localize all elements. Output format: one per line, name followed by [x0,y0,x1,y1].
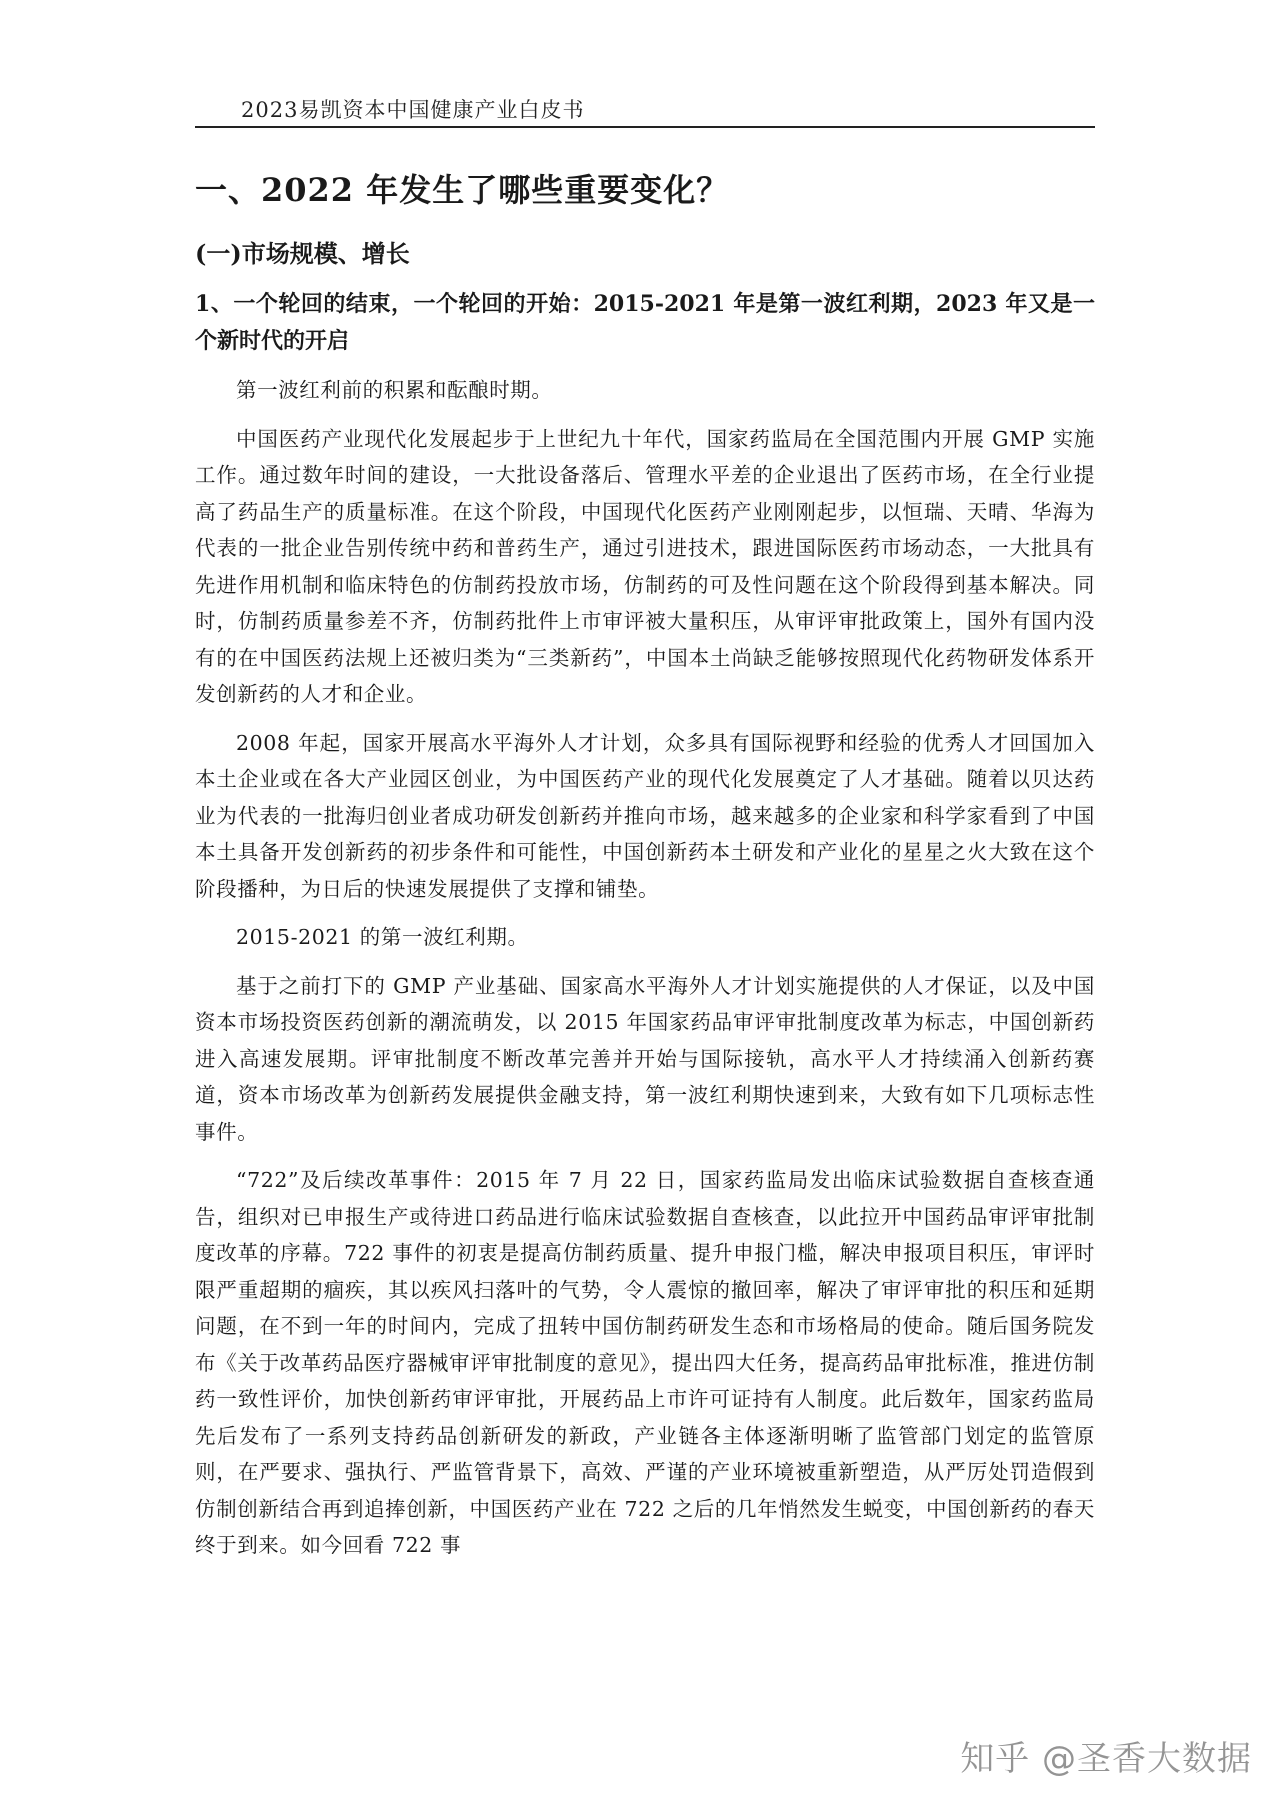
page-header [195,94,1095,128]
header-title: 2023易凯资本中国健康产业白皮书 [241,98,585,122]
page-content [195,168,1095,1576]
paragraph: 第一波红利前的积累和酝酿时期。 [236,378,553,402]
paragraph: 基于之前打下的 GMP 产业基础、国家高水平海外人才计划实施提供的人才保证，以及中国资本市场投资医药创新的潮流萌发，以 2015 年国家药品审评审批制度改革为标志，中国创新药进入高速发展期。评审批制度不断改革完善并开始与国际接轨，高水平人才持续涌入创新药赛道，资本市场改革为创新药发展提供金融支持，第一波红利期快速到来，大致有如下几项标志性事件。 [195,973,1095,1144]
paragraph: 2008 年起，国家开展高水平海外人才计划，众多具有国际视野和经验的优秀人才回国加入本土企业或在各大产业园区创业，为中国医药产业的现代化发展奠定了人才基础。随着以贝达药业为代表的一批海归创业者成功研发创新药并推向市场，越来越多的企业家和科学家看到了中国本土具备开发创新药的初步条件和可能性，中国创新药本土研发和产业化的星星之火大致在这个阶段播种，为日后的快速发展提供了支撑和铺垫。 [195,730,1095,901]
watermark: 知乎 @圣香大数据 [960,1739,1252,1779]
paragraph: “722”及后续改革事件：2015 年 7 月 22 日，国家药监局发出临床试验数据自查核查通告，组织对已申报生产或待进口药品进行临床试验数据自查核查，以此拉开中国药品审评审批制度改革的序幕。722 事件的初衷是提高仿制药质量、提升申报门槛，解决申报项目积压，审评时限严重超期的痼疾，其以疾风扫落叶的气势，令人震惊的撤回率，解决了审评审批的积压和延期问题，在不到一年的时间内，完成了扭转中国仿制药研发生态和市场格局的使命。随后国务院发布《关于改革药品医疗器械审评审批制度的意见》，提出四大任务，提高药品审批标准，推进仿制药一致性评价，加快创新药审评审批，开展药品上市许可证持有人制度。此后数年，国家药监局先后发布了一系列支持药品创新研发的新政，产业链各主体逐渐明晰了监管部门划定的监管原则，在严要求、强执行、严监管背景下，高效、严谨的产业环境被重新塑造，从严厉处罚造假到仿制创新结合再到追捧创新，中国医药产业在 722 之后的几年悄然发生蜕变，中国创新药的春天终于到来。如今回看 722 事 [195,1168,1095,1557]
paragraph: 中国医药产业现代化发展起步于上世纪九十年代，国家药监局在全国范围内开展 GMP 实施工作。通过数年时间的建设，一大批设备落后、管理水平差的企业退出了医药市场，在全行业提高了药品生产的质量标准。在这个阶段，中国现代化医药产业刚刚起步，以恒瑞、天晴、华海为代表的一批企业告别传统中药和普药生产，通过引进技术，跟进国际医药市场动态，一大批具有先进作用机制和临床特色的仿制药投放市场，仿制药的可及性问题在这个阶段得到基本解决。同时，仿制药质量参差不齐，仿制药批件上市审评被大量积压，从审评审批政策上，国外有国内没有的在中国医药法规上还被归类为“三类新药”，中国本土尚缺乏能够按照现代化药物研发体系开发创新药的人才和企业。 [195,426,1095,706]
section-title: 一、2022 年发生了哪些重要变化？ [195,171,730,209]
subsection-title: (一)市场规模、增长 [195,239,410,268]
item-heading: 1、一个轮回的结束，一个轮回的开始：2015-2021 年是第一波红利期，2023 年又是一个新时代的开启 [195,291,1095,354]
paragraph: 2015-2021 的第一波红利期。 [236,925,529,949]
